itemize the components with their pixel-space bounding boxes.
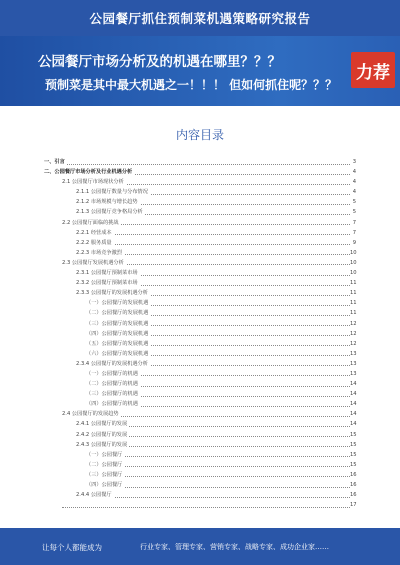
toc-entry-page: 12: [350, 330, 357, 337]
toc-entry-label: 2.4.4 公园餐厅: [76, 490, 114, 500]
hero-subheadline: 预制菜是其中最大机遇之一！！！ 但如何抓住呢？？？: [45, 78, 338, 92]
toc-entry[interactable]: [0, 470, 400, 480]
toc-entry-label: 2.3.2 公园餐厅预制菜市场: [76, 278, 140, 288]
toc-leader-dots: [76, 234, 350, 235]
toc-leader-dots: [62, 507, 350, 508]
toc-leader-dots: [86, 456, 350, 457]
toc-entry[interactable]: [0, 248, 400, 258]
toc-entry-label: （一）公园餐厅的发展机遇: [86, 298, 150, 308]
toc-entry[interactable]: [0, 440, 400, 450]
toc-entry-label: （二）公园餐厅的发展机遇: [86, 308, 150, 318]
toc-entry-page: 14: [350, 381, 357, 388]
toc-entry-label: 2.2.2 服务质量: [76, 238, 114, 248]
toc-entry-label: （二）公园餐厅: [86, 460, 124, 470]
toc-entry-page: 14: [350, 401, 357, 408]
report-title-bar: [0, 0, 400, 36]
toc-entry-label: （四）公园餐厅的发展机遇: [86, 329, 150, 339]
toc-entry[interactable]: [0, 207, 400, 217]
toc-entry-page: 3: [352, 159, 356, 165]
toc-entry-page: 7: [352, 229, 356, 236]
toc-entry-label: 2.4 公园餐厅的发展趋势: [62, 409, 121, 419]
toc-entry-page: 11: [350, 310, 357, 317]
toc-entry[interactable]: [0, 430, 400, 440]
hero-banner: [0, 36, 400, 106]
toc-entry-label: 2.2.1 经营成本: [76, 228, 114, 238]
toc-entry-page: 16: [350, 492, 357, 499]
toc-entry-label: 二、公园餐厅市场分析及行业机遇分析: [44, 167, 134, 177]
toc-entry[interactable]: [0, 359, 400, 369]
toc-entry[interactable]: [0, 187, 400, 197]
toc-entry-label: 2.1.2 市场规模与增长趋势: [76, 197, 140, 207]
toc-entry-page: 4: [352, 169, 356, 176]
toc-entry-label: 2.2.3 市场竞争激烈: [76, 248, 124, 258]
toc-entry-page: 14: [350, 421, 357, 428]
toc-entry[interactable]: [0, 278, 400, 288]
toc-entry-page: 5: [352, 209, 356, 216]
toc-entry[interactable]: [0, 197, 400, 207]
toc-entry[interactable]: [0, 450, 400, 460]
toc-entry-label: （二）公园餐厅的机遇: [86, 379, 140, 389]
toc-entry[interactable]: [0, 379, 400, 389]
toc-entry-page: 16: [350, 471, 357, 478]
toc-leader-dots: [86, 476, 350, 477]
toc-entry[interactable]: [0, 167, 400, 177]
toc-entry-page: 9: [352, 239, 356, 246]
toc-entry-page: 17: [350, 502, 357, 509]
toc-entry[interactable]: [0, 399, 400, 409]
toc-entry[interactable]: [0, 308, 400, 318]
toc-entry-label: 2.2 公园餐厅面临的挑战: [62, 218, 121, 228]
recommend-badge: 力荐: [351, 52, 395, 88]
toc-entry[interactable]: [0, 157, 400, 167]
toc-entry[interactable]: [0, 419, 400, 429]
report-title: 公园餐厅抓住预制菜机遇策略研究报告: [89, 11, 311, 26]
toc-entry[interactable]: [0, 490, 400, 500]
toc-entry-page: 14: [350, 411, 357, 418]
toc-entry-label: 2.1 公园餐厅市场现状分析: [62, 177, 126, 187]
footer-roles: 行业专家、管理专家、营销专家、战略专家、成功企业家……: [140, 543, 329, 551]
toc-entry-page: 13: [350, 360, 357, 367]
toc-entry[interactable]: [0, 460, 400, 470]
toc-entry[interactable]: [0, 319, 400, 329]
toc-entry-page: 15: [350, 461, 357, 468]
toc-entry-label: （五）公园餐厅的发展机遇: [86, 339, 150, 349]
toc-entry-page: 15: [350, 441, 357, 448]
toc-entry-page: 16: [350, 482, 357, 488]
toc-entry-page: 5: [352, 199, 356, 206]
toc-entry-page: 12: [350, 340, 357, 347]
toc-entry-page: 15: [350, 451, 357, 458]
toc-entry[interactable]: [0, 480, 400, 490]
toc-leader-dots: [86, 487, 350, 488]
toc-entry[interactable]: [0, 218, 400, 228]
toc-entry-label: （一）公园餐厅: [86, 450, 124, 460]
toc-entry-label: （四）公园餐厅的机遇: [86, 399, 140, 409]
toc-entry-page: 10: [350, 270, 357, 277]
toc-entry-label: 2.3 公园餐厅发展机遇分析: [62, 258, 126, 268]
toc-entry-page: 4: [352, 179, 356, 186]
toc-entry-label: 一、引言: [44, 157, 67, 167]
toc-title: 内容目录: [175, 128, 224, 142]
toc-entry-page: 11: [350, 300, 357, 307]
toc-entry[interactable]: [0, 177, 400, 187]
toc-entry-label: 2.1.1 公园餐厅数量与分布情况: [76, 187, 150, 197]
toc-entry-label: （六）公园餐厅的发展机遇: [86, 349, 150, 359]
toc-entry[interactable]: [0, 298, 400, 308]
toc-entry[interactable]: [0, 409, 400, 419]
toc-entry-page: 11: [350, 290, 357, 297]
toc-leader-dots: [86, 466, 350, 467]
toc-entry-page: 12: [350, 320, 357, 327]
toc-entry-label: 2.1.3 公园餐厅竞争格局分析: [76, 207, 145, 217]
toc-entry[interactable]: [0, 369, 400, 379]
toc-entry-label: 2.3.1 公园餐厅预制菜市场: [76, 268, 140, 278]
toc-entry[interactable]: [0, 268, 400, 278]
toc-entry-label: 2.4.3 公园餐厅的发展: [76, 440, 129, 450]
toc-entry[interactable]: [0, 329, 400, 339]
toc-entry-label: （四）公园餐厅: [86, 480, 124, 490]
toc-leader-dots: [76, 244, 350, 245]
toc-entry[interactable]: [0, 258, 400, 268]
toc-entry-page: 15: [350, 431, 357, 438]
toc-entry[interactable]: [0, 238, 400, 248]
toc-entry-label: 2.4.2 公园餐厅的发展: [76, 430, 129, 440]
toc-entry-page: 7: [352, 219, 356, 226]
toc-entry[interactable]: [0, 228, 400, 238]
toc-leader-dots: [76, 497, 350, 498]
toc-leader-dots: [44, 164, 350, 165]
toc-entry-page: 13: [350, 370, 357, 377]
toc-entry-page: 4: [352, 189, 356, 196]
toc-entry[interactable]: [0, 500, 400, 510]
footer-slogan: 让每个人都能成为: [42, 543, 102, 552]
table-of-contents: [0, 157, 400, 510]
toc-entry[interactable]: [0, 349, 400, 359]
toc-entry-label: （三）公园餐厅: [86, 470, 124, 480]
toc-entry[interactable]: [0, 339, 400, 349]
toc-entry-label: 2.3.4 公园餐厅的发展机遇分析: [76, 359, 150, 369]
toc-entry-label: 2.3.3 公园餐厅的发展机遇分析: [76, 288, 150, 298]
toc-entry[interactable]: [0, 288, 400, 298]
toc-entry-label: （三）公园餐厅的发展机遇: [86, 319, 150, 329]
toc-entry-page: 10: [350, 259, 357, 266]
toc-entry[interactable]: [0, 389, 400, 399]
toc-entry-label: （三）公园餐厅的机遇: [86, 389, 140, 399]
toc-entry-page: 10: [350, 249, 357, 256]
toc-entry-page: 13: [350, 350, 357, 357]
toc-entry-label: （一）公园餐厅的机遇: [86, 369, 140, 379]
hero-headline: 公园餐厅市场分析及的机遇在哪里？？？: [38, 54, 281, 70]
toc-entry-page: 14: [350, 391, 357, 398]
toc-entry-label: 2.4.1 公园餐厅的发展: [76, 419, 129, 429]
toc-entry-page: 11: [350, 280, 357, 287]
